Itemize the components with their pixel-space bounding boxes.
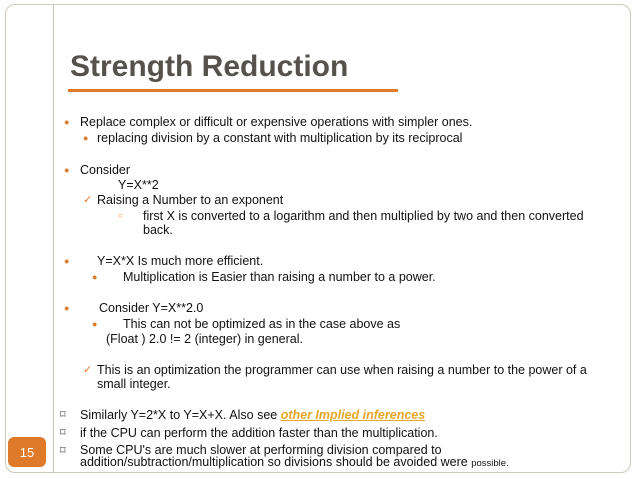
code-text: Y=X**2 bbox=[118, 178, 159, 192]
bullet-text: This is an optimization the programmer can use when raising a number to the power of a small integer. bbox=[97, 363, 587, 391]
bullet-text: if the CPU can perform the addition faster than the multiplication. bbox=[80, 426, 438, 440]
other-implied-inferences-link[interactable]: other Implied inferences bbox=[280, 408, 426, 422]
left-divider-line bbox=[53, 4, 54, 473]
bullet-text bbox=[80, 444, 560, 470]
square-bullet-icon: ⌑ bbox=[60, 409, 66, 421]
bullet-text: Consider bbox=[80, 163, 131, 177]
bullet-icon: ● bbox=[64, 117, 70, 127]
bullet-icon: ● bbox=[64, 256, 70, 266]
possible-text: possible. bbox=[471, 458, 509, 469]
slide-title: Strength Reduction bbox=[70, 50, 349, 83]
bullet-text: Multiplication is Easier than raising a number to a power. bbox=[123, 270, 436, 284]
bullet-text: first X is converted to a logarithm and then multiplied by two and then converted back. bbox=[143, 209, 584, 237]
square-bullet-icon: ⌑ bbox=[60, 445, 66, 457]
similarly-text: Similarly Y=2*X to Y=X+X. Also see bbox=[80, 408, 281, 422]
square-bullet-icon: ⌑ bbox=[60, 427, 66, 439]
division-text: Some CPU's are much slower at performing division compared to addition/subtraction/multiplication so divisions should be avoided were bbox=[80, 443, 472, 469]
checkmark-icon: ✓ bbox=[83, 364, 93, 376]
hollow-bullet-icon: ○ bbox=[118, 211, 123, 220]
bullet-icon: ● bbox=[64, 303, 70, 313]
slide-number-badge: 15 bbox=[8, 437, 46, 467]
bullet-icon: ● bbox=[92, 319, 98, 329]
title-underline bbox=[68, 89, 398, 92]
bullet-icon: ● bbox=[83, 133, 89, 143]
bullet-text: replacing division by a constant with multiplication by its reciprocal bbox=[97, 131, 463, 145]
bullet-icon: ● bbox=[92, 272, 98, 282]
bullet-icon: ● bbox=[64, 165, 70, 175]
bullet-text bbox=[80, 408, 425, 422]
checkmark-icon: ✓ bbox=[83, 194, 93, 206]
bullet-text: Raising a Number to an exponent bbox=[97, 193, 284, 207]
bullet-text: Consider Y=X**2.0 bbox=[99, 301, 204, 315]
bullet-text: This can not be optimized as in the case above as bbox=[123, 317, 401, 331]
bullet-text: Y=X*X Is much more efficient. bbox=[97, 254, 264, 268]
bullet-text: (Float ) 2.0 != 2 (integer) in general. bbox=[106, 332, 303, 346]
bullet-text: Replace complex or difficult or expensive operations with simpler ones. bbox=[80, 115, 473, 129]
